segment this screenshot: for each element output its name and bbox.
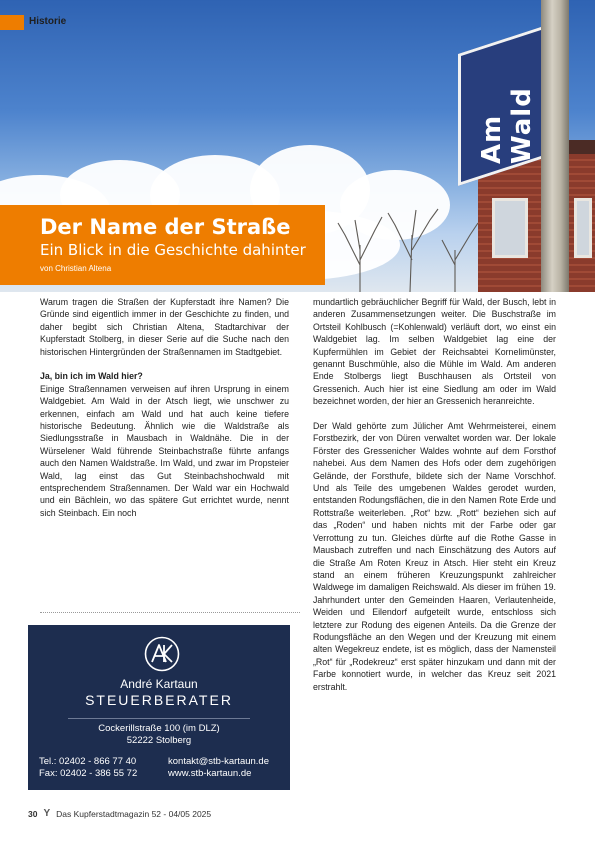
article-subheading: Ja, bin ich im Wald hier? — [40, 371, 143, 382]
ad-fax: Fax: 02402 - 386 55 72 — [39, 768, 138, 779]
ad-website-link[interactable]: www.stb-kartaun.de — [168, 768, 252, 779]
article-column-left — [40, 296, 289, 532]
title-box — [0, 205, 325, 285]
article-title: Der Name der Straße — [40, 215, 291, 239]
section-label: Historie — [29, 16, 67, 27]
ad-title: STEUERBERATER — [85, 692, 233, 708]
ad-web-block — [168, 756, 269, 780]
article-subtitle: Ein Blick in die Geschichte dahinter — [40, 241, 306, 259]
page-number: 30 — [28, 808, 38, 819]
ad-phone-block — [39, 756, 137, 780]
ad-email-link[interactable]: kontakt@stb-kartaun.de — [168, 756, 270, 767]
magazine-logo-icon: Y — [43, 808, 51, 819]
ad-address-city: 52222 Stolberg — [126, 735, 192, 746]
section-marker — [0, 15, 24, 30]
article-paragraph: Der Wald gehörte zum Jülicher Amt Wehrmeisterei, einem Forstbezirk, der von Düren verwaltet worden war. Der lokale Förster des Gressenicher Waldes wohnte auf dem Forsthof nahebei. Aus dem Namen des Hofs oder dem zugehörigen Gelände, der Forsthufe, bildete sich der Name Vorschhof. Und als Teile des umgebenen Waldes gerodet wurden, entstanden Rodungsflächen, die in den Namen Rote Erde und Rottstraße weiterleben. „Rot“ bzw. „Rott“ beziehen sich auf das „Roden“ und haben nichts mit der Farbe oder gar Verrottung zu tun. Gleiches dürfte auf die Rothe Gasse in Mausbach zutreffen und nach Einschätzung des Autors auf die Straße Am Roten Kreuz in Atsch. Hier steht ein Kreuz stand an einem früheren Kreuzungspunkt zahlreicher Waldwege im damaligen Reichswald. Als dieser im frühen 19. Jahrhundert unter den Gemeinden Haaren, Verlautenheide, Weiden und Eilendorf aufgeteilt wurde, entschloss sich letztere zur Rodung des eigenen Anteils. Da die Grenze der Rodungsfläche an den Wegen und der Kreuzung mit einem alten Wegekreuz endete, ist es möglich, dass der Namensteil „Rot“ für „Rodekreuz“ erst später hinzukam und dann mit der Farbe konnotiert wurde, in welcher das Kreuz seit 2021 erstrahlt. — [313, 421, 556, 692]
article-paragraph: mundartlich gebräuchlicher Begriff für Wald, der Busch, lebt in anderen Zusammensetzungen weiter. Die Buschstraße im Ortsteil Kohlbusch (=Kohlenwald) verläuft dort, wo einst ein Waldgebiet lag. Im selben Waldgebiet lag eine der Kupfermühlen im Gebiet der Reichsabtei Kornelimünster, genannt Buschmühle, also die Mühle im Wald. Am anderen Ende Stolbergs liegt Buschhausen als Ortsteil von Gressenich. Auch hier ist eine Siedlung am oder im Wald bezeichnet worden, der hier an Gressenich heranreichte. — [313, 297, 556, 407]
advertisement[interactable] — [28, 625, 290, 790]
ad-divider — [68, 718, 250, 719]
article-column-right — [313, 296, 556, 705]
ad-address-street: Cockerillstraße 100 (im DLZ) — [98, 723, 220, 734]
divider — [40, 612, 300, 613]
article-author: von Christian Altena — [40, 264, 112, 273]
ad-address — [28, 723, 290, 747]
article-paragraph: Einige Straßennamen verweisen auf ihren Ursprung in einem Waldgebiet. Am Wald in der Atsch liegt, wie unschwer zu erkennen, einfach am Wald und hat auch keine tiefere historische Bedeutung. Ähnlich wie die Waldstraße als Siedlungsstraße in Mausbach in Waldnähe. Die in der Würselener Wald führende Steinbachstraße führte anfangs auch den Namen Waldstraße. Im Wald, und zwar im Propsteier Wald, lag einst das Gut Steinbachshochwald mit entsprechendem Straßennamen. Der Wald war ein Hochwald und ein Bächlein, wo das spätere Gut errichtet wurde, nennt sich Steinbach. Ein noch — [40, 383, 289, 518]
ad-tel[interactable]: Tel.: 02402 - 866 77 40 — [39, 756, 137, 767]
building-window — [574, 198, 592, 258]
sign-pole — [541, 0, 569, 292]
ad-name: André Kartaun — [120, 677, 198, 691]
street-sign-text: Am Wald — [477, 87, 537, 164]
page-footer — [28, 808, 211, 819]
ak-logo-icon — [144, 636, 180, 672]
magazine-name: Das Kupferstadtmagazin 52 - 04/05 2025 — [56, 808, 212, 819]
building-window — [492, 198, 528, 258]
article-intro: Warum tragen die Straßen der Kupferstadt ihre Namen? Die Gründe sind eigentlich immer in der Geschichte zu finden, und daher begibt sich Christian Altena, Stadtarchivar der Kupferstadt Stolberg, in dieser Serie auf die Suche nach den historischen Hintergründen der Straßennamen im Stadtgebiet. — [40, 297, 289, 357]
bare-trees — [320, 205, 490, 292]
